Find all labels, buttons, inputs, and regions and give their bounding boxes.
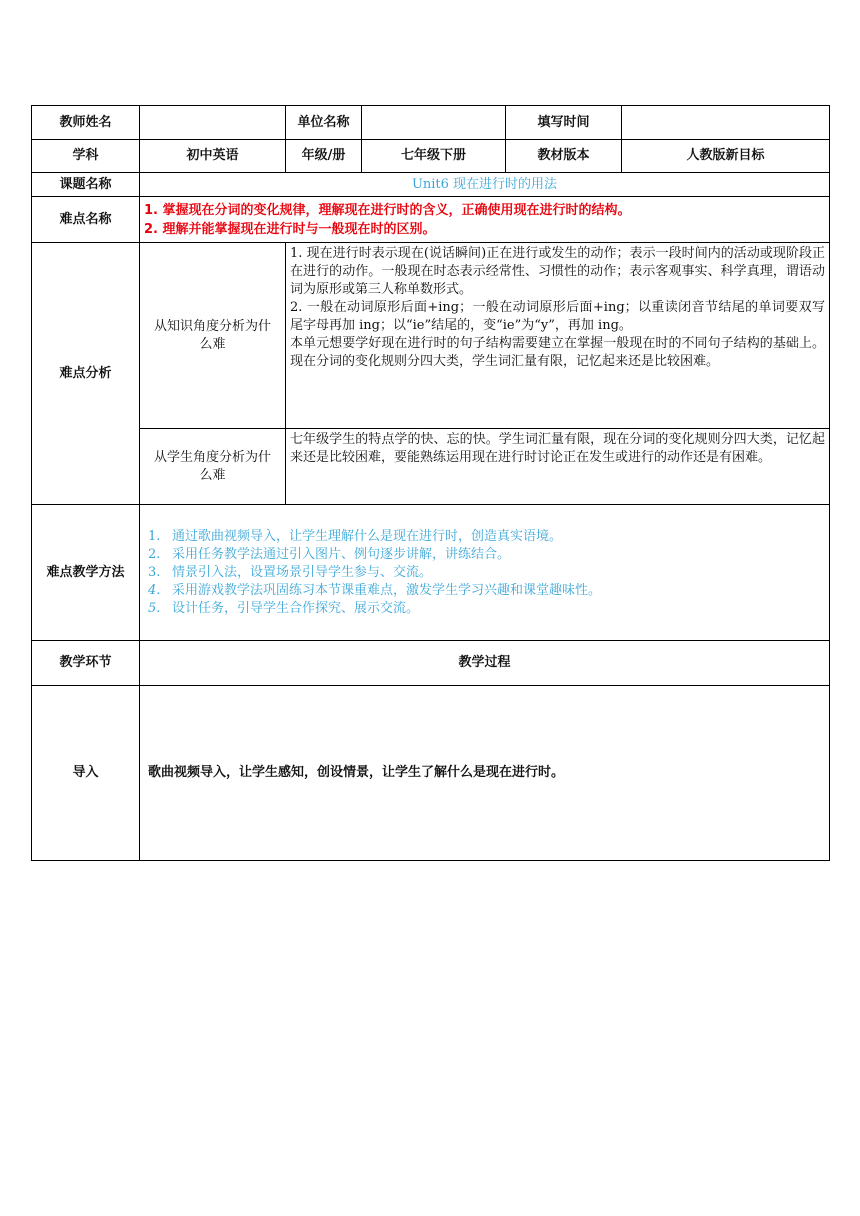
table-row bbox=[32, 173, 830, 197]
method-item bbox=[148, 546, 825, 564]
knowledge-paragraph: 本单元想要学好现在进行时的句子结构需要建立在掌握一般现在时的不同句子结构的基础上。现在分词的变化规则分四大类，学生词汇量有限，记忆起来还是比较困难。 bbox=[290, 336, 825, 369]
fill-date-value bbox=[622, 106, 830, 140]
method-number: 1. bbox=[148, 528, 161, 544]
difficulty-label: 难点名称 bbox=[32, 197, 140, 243]
grade-label: 年级/册 bbox=[286, 140, 362, 173]
knowledge-angle-label bbox=[140, 243, 286, 429]
edition-label: 教材版本 bbox=[506, 140, 622, 173]
method-text: 采用游戏教学法巩固练习本节课重难点，激发学生学习兴趣和课堂趣味性。 bbox=[172, 582, 602, 598]
fill-date-label: 填写时间 bbox=[506, 106, 622, 140]
unit-name-label: 单位名称 bbox=[286, 106, 362, 140]
method-item bbox=[148, 564, 825, 582]
method-item bbox=[148, 600, 825, 618]
method-text: 采用任务教学法通过引入图片、例句逐步讲解，讲练结合。 bbox=[172, 546, 511, 562]
topic-value: Unit6 现在进行时的用法 bbox=[140, 173, 830, 197]
table-row bbox=[32, 140, 830, 173]
table-row bbox=[32, 197, 830, 243]
knowledge-paragraph: 2. 一般在动词原形后面+ing；一般在动词原形后面+ing；以重读闭音节结尾的单词要双写尾字母再加 ing；以“ie”结尾的，变“ie”为“y”，再加 ing。 bbox=[290, 300, 825, 333]
analysis-label: 难点分析 bbox=[32, 243, 140, 505]
knowledge-analysis bbox=[286, 243, 830, 429]
difficulty-content bbox=[140, 197, 830, 243]
method-number: 2. bbox=[148, 546, 161, 562]
method-item bbox=[148, 582, 825, 600]
methods-label: 难点教学方法 bbox=[32, 505, 140, 641]
topic-label: 课题名称 bbox=[32, 173, 140, 197]
student-angle-text: 从学生角度分析为什么难 bbox=[154, 449, 272, 483]
process-header: 教学过程 bbox=[140, 641, 830, 686]
table-row bbox=[32, 243, 830, 429]
teacher-name-label: 教师姓名 bbox=[32, 106, 140, 140]
knowledge-paragraph: 1. 现在进行时表示现在(说话瞬间)正在进行或发生的动作；表示一段时间内的活动或现阶段正在进行的动作。一般现在时态表示经常性、习惯性的动作；表示客观事实、科学真理，谓语动词为原形或第三人称单数形式。 bbox=[290, 246, 825, 297]
edition-value: 人教版新目标 bbox=[622, 140, 830, 173]
table-row bbox=[32, 641, 830, 686]
difficulty-item: 2. 理解并能掌握现在进行时与一般现在时的区别。 bbox=[144, 221, 436, 237]
student-analysis: 七年级学生的特点学的快、忘的快。学生词汇量有限，现在分词的变化规则分四大类，记忆起来还是比较困难，要能熟练运用现在进行时讨论正在发生或进行的动作还是有困难。 bbox=[286, 429, 830, 505]
student-angle-label bbox=[140, 429, 286, 505]
intro-process-text: 歌曲视频导入，让学生感知，创设情景，让学生了解什么是现在进行时。 bbox=[140, 686, 830, 861]
unit-name-value bbox=[362, 106, 506, 140]
table-row bbox=[32, 106, 830, 140]
method-number: 4. bbox=[148, 582, 161, 598]
stage-header: 教学环节 bbox=[32, 641, 140, 686]
teacher-name-value bbox=[140, 106, 286, 140]
methods-list bbox=[140, 505, 830, 641]
difficulty-item: 1. 掌握现在分词的变化规律，理解现在进行时的含义，正确使用现在进行时的结构。 bbox=[144, 202, 631, 218]
subject-value: 初中英语 bbox=[140, 140, 286, 173]
method-text: 情景引入法，设置场景引导学生参与、交流。 bbox=[172, 564, 433, 580]
table-row bbox=[32, 686, 830, 861]
knowledge-angle-text: 从知识角度分析为什么难 bbox=[154, 318, 272, 352]
table-row bbox=[32, 429, 830, 505]
method-item bbox=[148, 528, 825, 546]
method-text: 设计任务，引导学生合作探究、展示交流。 bbox=[172, 600, 420, 616]
intro-stage-label: 导入 bbox=[32, 686, 140, 861]
method-number: 5. bbox=[148, 600, 161, 616]
table-row bbox=[32, 505, 830, 641]
grade-value: 七年级下册 bbox=[362, 140, 506, 173]
lesson-plan-table bbox=[31, 105, 830, 861]
method-text: 通过歌曲视频导入，让学生理解什么是现在进行时，创造真实语境。 bbox=[172, 528, 563, 544]
method-number: 3. bbox=[148, 564, 161, 580]
subject-label: 学科 bbox=[32, 140, 140, 173]
